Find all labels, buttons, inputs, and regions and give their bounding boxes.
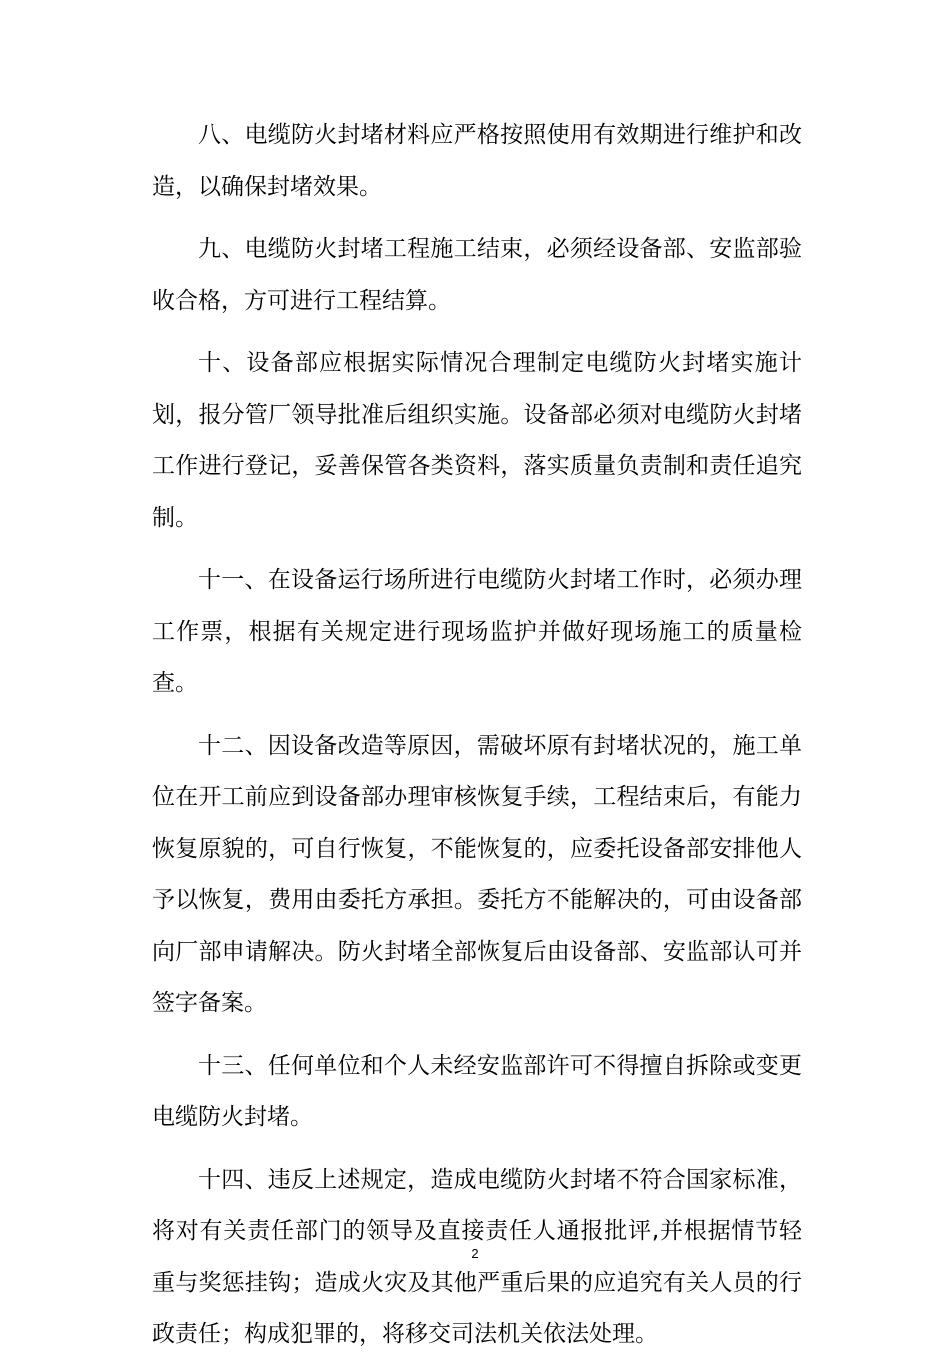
paragraph-9: 九、电缆防火封堵工程施工结束，必须经设备部、安监部验收合格，方可进行工程结算。 (152, 236, 802, 314)
document-body (152, 110, 802, 1372)
page-number: 2 (471, 1246, 479, 1261)
paragraph-10: 十、设备部应根据实际情况合理制定电缆防火封堵实施计划，报分管厂领导批准后组织实施。设备部必须对电缆防火封堵工作进行登记，妥善保管各类资料，落实质量负责制和责任追究制。 (152, 350, 802, 531)
paragraph-13: 十三、任何单位和个人未经安监部许可不得擅自拆除或变更电缆防火封堵。 (152, 1052, 802, 1130)
paragraph-11: 十一、在设备运行场所进行电缆防火封堵工作时，必须办理工作票，根据有关规定进行现场监护并做好现场施工的质量检查。 (152, 567, 802, 696)
paragraph-8: 八、电缆防火封堵材料应严格按照使用有效期进行维护和改造，以确保封堵效果。 (152, 122, 802, 200)
paragraph-14: 十四、违反上述规定，造成电缆防火封堵不符合国家标准，将对有关责任部门的领导及直接责任人通报批评,并根据情节轻重与奖惩挂钩；造成火灾及其他严重后果的应追究有关人员的行政责任；构成犯罪的，将移交司法机关依法处理。 (152, 1166, 802, 1347)
paragraph-12: 十二、因设备改造等原因，需破坏原有封堵状况的，施工单位在开工前应到设备部办理审核恢复手续，工程结束后，有能力恢复原貌的，可自行恢复，不能恢复的，应委托设备部安排他人予以恢复，费用由委托方承担。委托方不能解决的，可由设备部向厂部申请解决。防火封堵全部恢复后由设备部、安监部认可并签字备案。 (152, 732, 802, 1016)
